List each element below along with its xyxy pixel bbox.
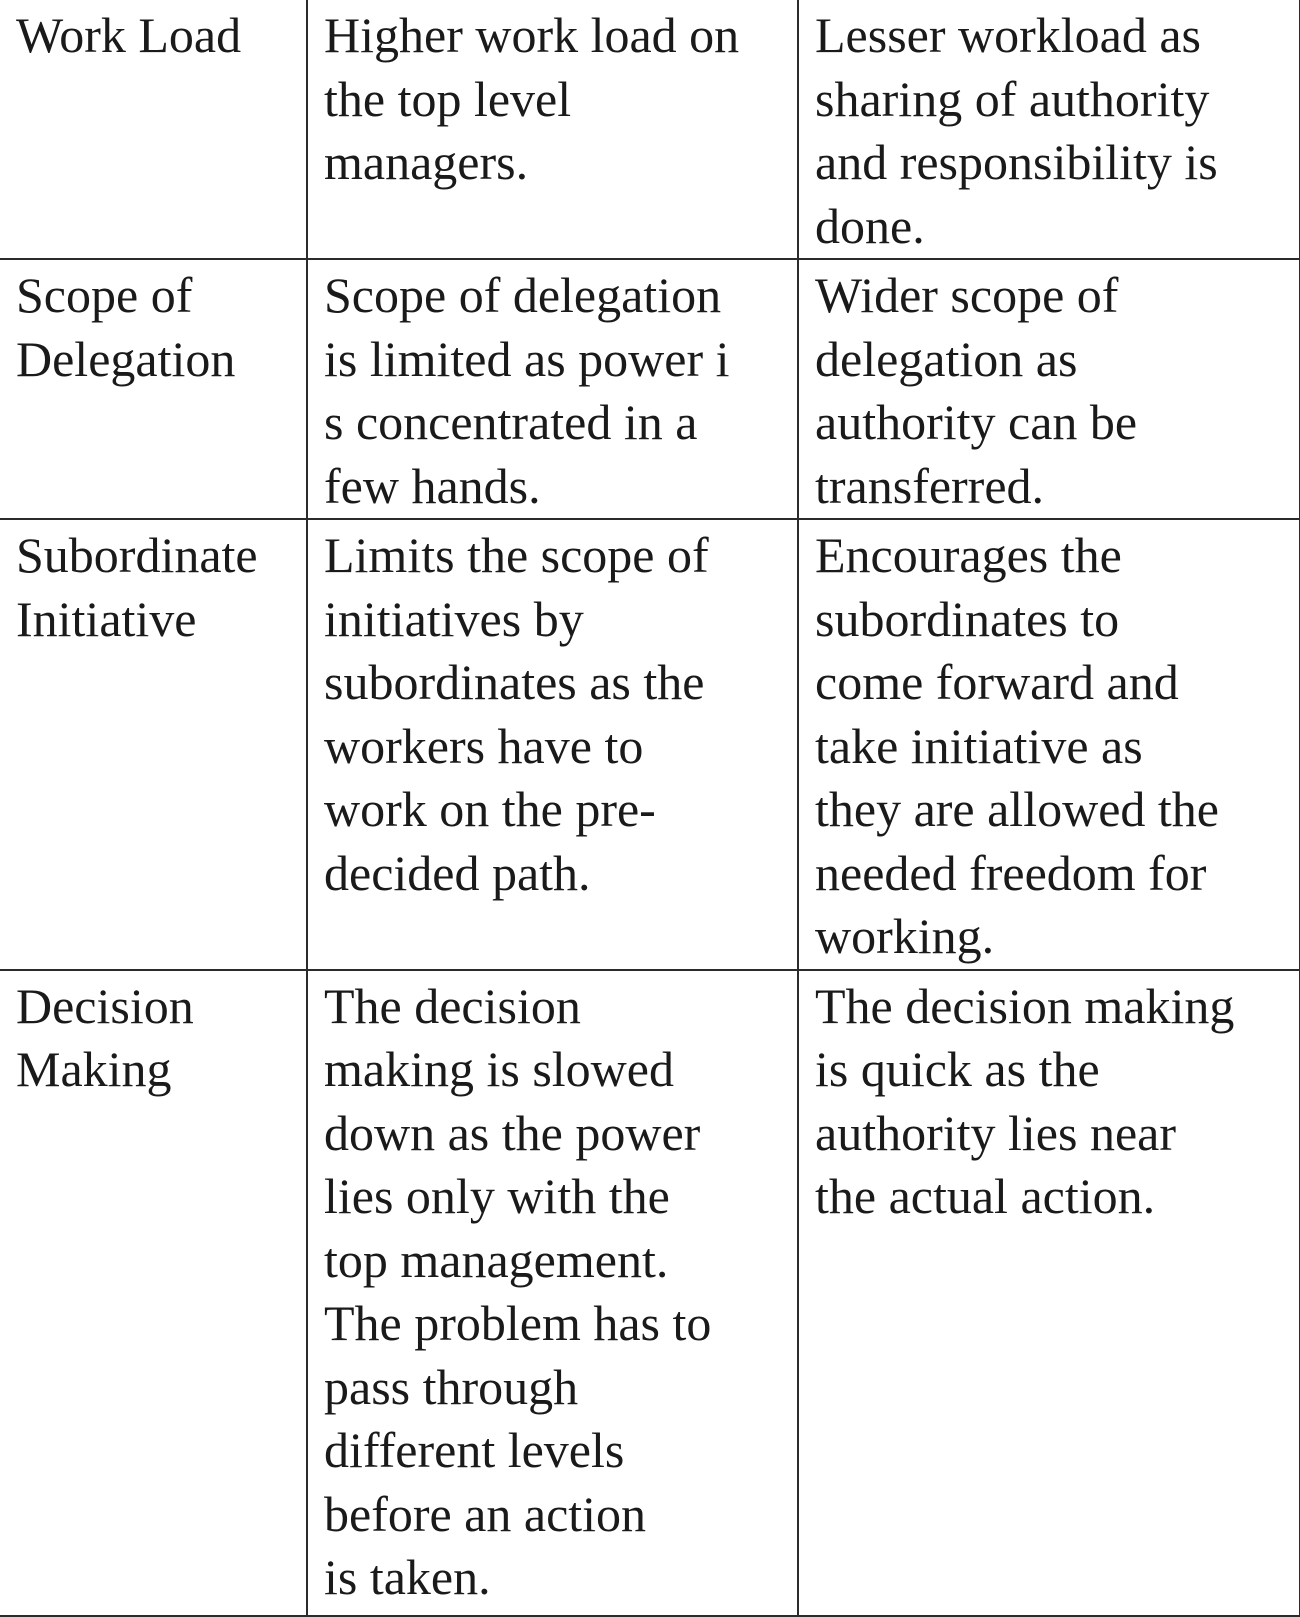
cell-text-line: sharing of authority xyxy=(815,70,1210,127)
cell-text-line: Higher work load on xyxy=(324,7,740,63)
decentralisation-cell xyxy=(798,0,1300,259)
cell-text-line: lies only with the xyxy=(324,1168,670,1224)
centralisation-cell xyxy=(307,0,798,259)
cell-text-line: Limits the scope of xyxy=(324,527,709,583)
cell-text-line: Scope of delegation xyxy=(324,267,722,323)
cell-text-line: Initiative xyxy=(16,590,197,647)
cell-text-line: decided path. xyxy=(324,844,591,901)
centralisation-cell xyxy=(307,259,798,519)
cell-text-line: managers. xyxy=(324,134,529,190)
cell-text-line: The decision making xyxy=(815,977,1235,1034)
cell-text-line: needed freedom for xyxy=(815,844,1207,901)
cell-text-line: come forward and xyxy=(815,654,1179,710)
cell-text-line: subordinates as the xyxy=(324,654,705,710)
cell-text-line: transferred. xyxy=(815,457,1045,514)
cell-text-line: and responsibility is xyxy=(815,134,1218,190)
cell-text-line: down as the power xyxy=(324,1104,701,1161)
cell-text-line: work on the pre- xyxy=(324,781,656,837)
decentralisation-cell xyxy=(798,259,1300,519)
cell-text-line: top management. xyxy=(324,1231,669,1288)
cell-text-line: Wider scope of xyxy=(815,267,1119,323)
cell-text-line: Work Load xyxy=(16,7,242,63)
cell-text-line: Decision xyxy=(16,977,194,1034)
cell-text-line: is quick as the xyxy=(815,1041,1100,1097)
cell-text-line: before an action xyxy=(324,1485,647,1542)
cell-text-line: authority lies near xyxy=(815,1104,1176,1161)
table-row xyxy=(0,970,1300,1616)
aspect-cell xyxy=(0,970,307,1616)
cell-text-line: initiatives by xyxy=(324,590,584,647)
table-row xyxy=(0,259,1300,519)
table-row xyxy=(0,519,1300,970)
cell-text-line: pass through xyxy=(324,1358,579,1415)
cell-text-line: making is slowed xyxy=(324,1041,674,1097)
aspect-cell xyxy=(0,519,307,970)
cell-text-line: delegation as xyxy=(815,330,1078,387)
cell-text-line: take initiative as xyxy=(815,717,1143,774)
cell-text-line: workers have to xyxy=(324,717,644,774)
cell-text-line: Subordinate xyxy=(16,527,258,583)
cell-text-line: done. xyxy=(815,197,925,254)
centralisation-cell xyxy=(307,970,798,1616)
cell-text-line: Delegation xyxy=(16,330,236,387)
cell-text-line: the top level xyxy=(324,70,572,127)
aspect-cell xyxy=(0,0,307,259)
decentralisation-cell xyxy=(798,970,1300,1616)
centralisation-cell xyxy=(307,519,798,970)
cell-text-line: few hands. xyxy=(324,457,541,514)
cell-text-line: subordinates to xyxy=(815,590,1120,647)
cell-text-line: s concentrated in a xyxy=(324,394,698,450)
cell-text-line: different levels xyxy=(324,1422,625,1478)
cell-text-line: they are allowed the xyxy=(815,781,1219,837)
cell-text-line: The decision xyxy=(324,977,581,1034)
cell-text-line: Lesser workload as xyxy=(815,7,1201,63)
cell-text-line: is limited as power i xyxy=(324,330,730,387)
cell-text-line: is taken. xyxy=(324,1549,491,1605)
cell-text-line: Encourages the xyxy=(815,527,1122,583)
cell-text-line: authority can be xyxy=(815,394,1138,450)
cell-text-line: Scope of xyxy=(16,267,193,323)
cell-text-line: The problem has to xyxy=(324,1295,712,1351)
decentralisation-cell xyxy=(798,519,1300,970)
cell-text-line: Making xyxy=(16,1041,172,1097)
cell-text-line: working. xyxy=(815,908,995,964)
aspect-cell xyxy=(0,259,307,519)
table-row xyxy=(0,0,1300,259)
cell-text-line: the actual action. xyxy=(815,1168,1156,1224)
